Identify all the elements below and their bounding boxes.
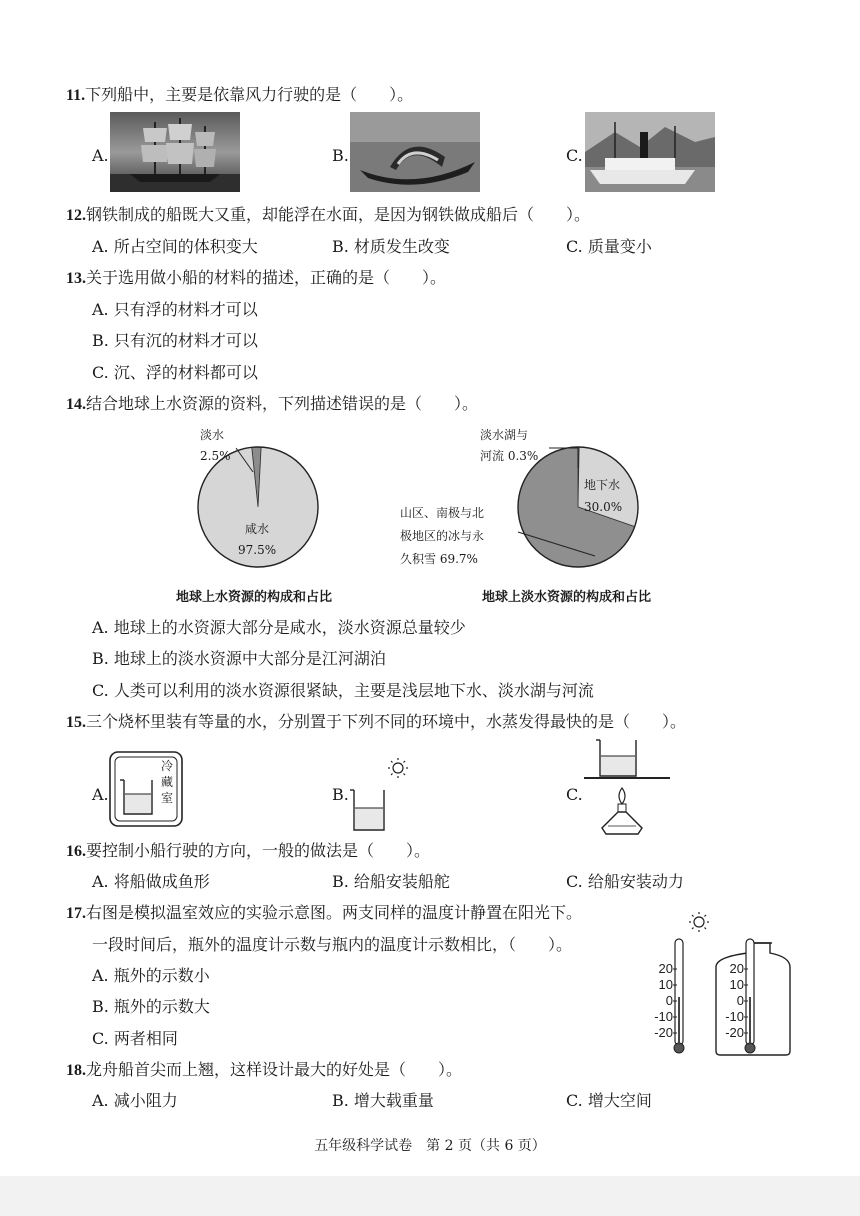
- thermometer-tick-label: 20: [658, 961, 673, 976]
- question-stem: 龙舟船首尖而上翘，这样设计最大的好处是（ ）。: [86, 1060, 463, 1079]
- outside-thermometer: [674, 939, 684, 1053]
- pie2-caption: 地球上淡水资源的构成和占比: [482, 590, 652, 605]
- question-stem-line2: 一段时间后，瓶外的温度计示数与瓶内的温度计示数相比，（ ）。: [92, 935, 573, 954]
- pie2-ice-label-1: 山区、南极与北: [400, 506, 485, 520]
- option-b: B. 瓶外的示数大: [92, 997, 210, 1016]
- pie2-ice-label-2: 极地区的冰与永: [400, 529, 485, 543]
- question-number: 12.: [66, 207, 86, 224]
- question-stem: 关于选用做小船的材料的描述，正确的是（ ）。: [86, 268, 447, 287]
- fridge-label-3: 室: [161, 791, 174, 805]
- fridge-label-1: 冷: [161, 759, 174, 773]
- question-stem: 要控制小船行驶的方向，一般的做法是（ ）。: [86, 841, 431, 860]
- pie2-lakes-label-1: 淡水湖与: [480, 428, 529, 442]
- page-footer: 五年级科学试卷 第 2 页（共 6 页）: [314, 1138, 546, 1154]
- option-label: C.: [566, 785, 583, 804]
- option-a: A. 只有浮的材料才可以: [92, 300, 258, 319]
- fridge-label-2: 藏: [161, 775, 174, 789]
- inside-thermometer: [745, 939, 755, 1053]
- option-a: A. 地球上的水资源大部分是咸水，淡水资源总量较少: [92, 618, 466, 637]
- question-17: [66, 902, 582, 925]
- option-label: A.: [92, 785, 109, 804]
- question-stem: 结合地球上水资源的资料，下列描述错误的是（ ）。: [86, 394, 479, 413]
- pie1-salt-value: 97.5%: [238, 543, 277, 557]
- covered-wooden-boat-photo: [350, 112, 480, 192]
- question-11: [66, 84, 413, 107]
- option-c: C. 增大空间: [566, 1091, 652, 1110]
- question-15: [66, 711, 686, 734]
- thermometer-tick-label: -10: [654, 1009, 673, 1024]
- question-number: 18.: [66, 1062, 86, 1079]
- question-number: 17.: [66, 905, 86, 922]
- option-b: B. 给船安装船舵: [332, 872, 450, 891]
- pie1-fresh-value: 2.5%: [200, 449, 231, 463]
- beaker-heated-by-alcohol-lamp: [584, 736, 674, 836]
- pie2-ice-label-3: 久积雪 69.7%: [400, 552, 478, 566]
- option-a: A. 瓶外的示数小: [92, 966, 210, 985]
- pie1-fresh-label: 淡水: [200, 428, 225, 442]
- option-label: C.: [566, 146, 583, 165]
- pie2-ground-value: 30.0%: [584, 500, 623, 514]
- question-number: 14.: [66, 396, 86, 413]
- pie1-caption: 地球上水资源的构成和占比: [176, 590, 333, 605]
- option-b: B. 材质发生改变: [332, 237, 450, 256]
- option-a: A. 减小阻力: [92, 1091, 178, 1110]
- thermometer-tick-label: 0: [665, 993, 673, 1008]
- option-b: B. 增大载重量: [332, 1091, 434, 1110]
- sun-icon: [388, 758, 408, 778]
- steamboat-photo: [585, 112, 715, 192]
- question-stem: 三个烧杯里装有等量的水，分别置于下列不同的环境中，水蒸发得最快的是（ ）。: [86, 712, 687, 731]
- thermometer-tick-label: 10: [729, 977, 744, 992]
- question-13: [66, 267, 446, 290]
- question-number: 15.: [66, 714, 86, 731]
- beaker-in-sunlight: [345, 756, 425, 836]
- sun-icon: [689, 912, 709, 932]
- outside-thermometer-ticks: [654, 961, 677, 1040]
- question-stem: 钢铁制成的船既大又重，却能浮在水面，是因为钢铁做成船后（ ）。: [86, 205, 591, 224]
- sailing-ship-photo: [110, 112, 240, 192]
- question-number: 11.: [66, 87, 86, 104]
- inside-thermometer-ticks: [725, 961, 748, 1040]
- option-b: B. 只有沉的材料才可以: [92, 331, 258, 350]
- question-16: [66, 840, 430, 863]
- question-number: 13.: [66, 270, 86, 287]
- question-stem: 右图是模拟温室效应的实验示意图。两支同样的温度计静置在阳光下。: [86, 903, 583, 922]
- option-c: C. 质量变小: [566, 237, 652, 256]
- question-number: 16.: [66, 843, 86, 860]
- question-18: [66, 1059, 462, 1082]
- option-label: B.: [332, 146, 349, 165]
- thermometer-tick-label: -20: [725, 1025, 744, 1040]
- thermometer-tick-label: -10: [725, 1009, 744, 1024]
- pie1-salt-label: 咸水: [245, 522, 270, 536]
- option-c: C. 沉、浮的材料都可以: [92, 363, 258, 382]
- thermometer-tick-label: 10: [658, 977, 673, 992]
- option-a: A. 所占空间的体积变大: [92, 237, 258, 256]
- thermometer-tick-label: -20: [654, 1025, 673, 1040]
- option-b: B. 地球上的淡水资源中大部分是江河湖泊: [92, 649, 386, 668]
- question-12: [66, 204, 590, 227]
- greenhouse-thermometer-diagram: [646, 905, 806, 1065]
- pie2-ground-label: 地下水: [584, 478, 621, 492]
- option-label: A.: [92, 146, 109, 165]
- option-c: C. 给船安装动力: [566, 872, 684, 891]
- thermometer-tick-label: 0: [736, 993, 744, 1008]
- scan-margin: [0, 1176, 860, 1216]
- option-c: C. 两者相同: [92, 1029, 178, 1048]
- question-stem: 下列船中，主要是依靠风力行驶的是（ ）。: [85, 85, 414, 104]
- option-a: A. 将船做成鱼形: [92, 872, 210, 891]
- pie2-lakes-label-2: 河流 0.3%: [480, 449, 539, 463]
- beaker-in-fridge: [108, 750, 188, 830]
- option-c: C. 人类可以利用的淡水资源很紧缺，主要是浅层地下水、淡水湖与河流: [92, 681, 594, 700]
- option-label: B.: [332, 785, 349, 804]
- thermometer-tick-label: 20: [729, 961, 744, 976]
